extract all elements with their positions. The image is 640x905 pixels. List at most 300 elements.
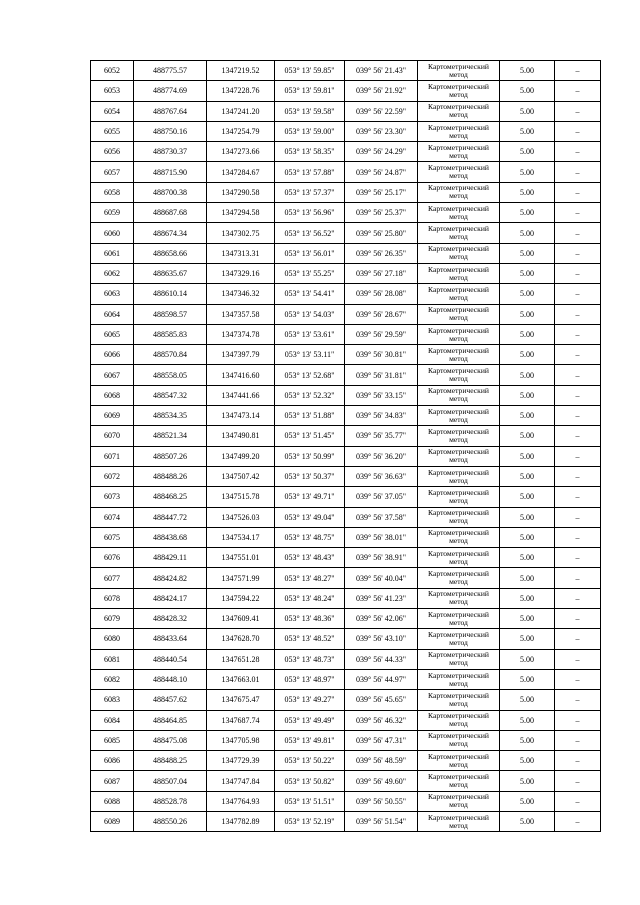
- longitude-cell: 039° 56' 43.10": [345, 629, 418, 649]
- x-coordinate-cell: 488775.57: [134, 61, 207, 81]
- longitude-cell: 039° 56' 29.59": [345, 324, 418, 344]
- precision-cell: 5.00: [500, 223, 555, 243]
- note-cell: –: [555, 345, 601, 365]
- method-cell: Картометрический метод: [418, 426, 500, 446]
- note-cell: –: [555, 507, 601, 527]
- point-number-cell: 6075: [91, 527, 134, 547]
- latitude-cell: 053° 13' 54.41": [275, 284, 345, 304]
- y-coordinate-cell: 1347473.14: [207, 406, 275, 426]
- point-number-cell: 6063: [91, 284, 134, 304]
- method-cell: Картометрический метод: [418, 669, 500, 689]
- coordinates-table-body: [91, 61, 601, 832]
- longitude-cell: 039° 56' 48.59": [345, 751, 418, 771]
- precision-cell: 5.00: [500, 243, 555, 263]
- table-row: [91, 487, 601, 507]
- point-number-cell: 6070: [91, 426, 134, 446]
- y-coordinate-cell: 1347571.99: [207, 568, 275, 588]
- table-row: [91, 142, 601, 162]
- y-coordinate-cell: 1347499.20: [207, 446, 275, 466]
- y-coordinate-cell: 1347675.47: [207, 690, 275, 710]
- y-coordinate-cell: 1347515.78: [207, 487, 275, 507]
- method-cell: Картометрический метод: [418, 771, 500, 791]
- longitude-cell: 039° 56' 42.06": [345, 609, 418, 629]
- longitude-cell: 039° 56' 28.08": [345, 284, 418, 304]
- y-coordinate-cell: 1347357.58: [207, 304, 275, 324]
- latitude-cell: 053° 13' 52.32": [275, 385, 345, 405]
- x-coordinate-cell: 488468.25: [134, 487, 207, 507]
- latitude-cell: 053° 13' 48.75": [275, 527, 345, 547]
- table-row: [91, 406, 601, 426]
- point-number-cell: 6052: [91, 61, 134, 81]
- x-coordinate-cell: 488424.82: [134, 568, 207, 588]
- longitude-cell: 039° 56' 28.67": [345, 304, 418, 324]
- precision-cell: 5.00: [500, 811, 555, 831]
- precision-cell: 5.00: [500, 507, 555, 527]
- precision-cell: 5.00: [500, 385, 555, 405]
- note-cell: –: [555, 710, 601, 730]
- precision-cell: 5.00: [500, 426, 555, 446]
- x-coordinate-cell: 488464.85: [134, 710, 207, 730]
- x-coordinate-cell: 488428.32: [134, 609, 207, 629]
- method-cell: Картометрический метод: [418, 629, 500, 649]
- table-row: [91, 162, 601, 182]
- note-cell: –: [555, 61, 601, 81]
- method-cell: Картометрический метод: [418, 527, 500, 547]
- precision-cell: 5.00: [500, 487, 555, 507]
- precision-cell: 5.00: [500, 629, 555, 649]
- y-coordinate-cell: 1347273.66: [207, 142, 275, 162]
- method-cell: Картометрический метод: [418, 649, 500, 669]
- method-cell: Картометрический метод: [418, 81, 500, 101]
- latitude-cell: 053° 13' 49.27": [275, 690, 345, 710]
- point-number-cell: 6072: [91, 466, 134, 486]
- y-coordinate-cell: 1347705.98: [207, 730, 275, 750]
- x-coordinate-cell: 488433.64: [134, 629, 207, 649]
- point-number-cell: 6088: [91, 791, 134, 811]
- y-coordinate-cell: 1347490.81: [207, 426, 275, 446]
- method-cell: Картометрический метод: [418, 710, 500, 730]
- precision-cell: 5.00: [500, 345, 555, 365]
- longitude-cell: 039° 56' 44.97": [345, 669, 418, 689]
- point-number-cell: 6057: [91, 162, 134, 182]
- method-cell: Картометрический метод: [418, 101, 500, 121]
- precision-cell: 5.00: [500, 568, 555, 588]
- latitude-cell: 053° 13' 49.04": [275, 507, 345, 527]
- table-row: [91, 629, 601, 649]
- y-coordinate-cell: 1347313.31: [207, 243, 275, 263]
- note-cell: –: [555, 304, 601, 324]
- point-number-cell: 6065: [91, 324, 134, 344]
- x-coordinate-cell: 488521.34: [134, 426, 207, 446]
- note-cell: –: [555, 771, 601, 791]
- longitude-cell: 039° 56' 24.87": [345, 162, 418, 182]
- y-coordinate-cell: 1347594.22: [207, 588, 275, 608]
- point-number-cell: 6055: [91, 121, 134, 141]
- latitude-cell: 053° 13' 48.24": [275, 588, 345, 608]
- y-coordinate-cell: 1347782.89: [207, 811, 275, 831]
- table-row: [91, 426, 601, 446]
- table-row: [91, 791, 601, 811]
- point-number-cell: 6080: [91, 629, 134, 649]
- point-number-cell: 6062: [91, 263, 134, 283]
- latitude-cell: 053° 13' 57.88": [275, 162, 345, 182]
- method-cell: Картометрический метод: [418, 162, 500, 182]
- table-row: [91, 243, 601, 263]
- method-cell: Картометрический метод: [418, 446, 500, 466]
- note-cell: –: [555, 203, 601, 223]
- y-coordinate-cell: 1347241.20: [207, 101, 275, 121]
- point-number-cell: 6083: [91, 690, 134, 710]
- longitude-cell: 039° 56' 41.23": [345, 588, 418, 608]
- x-coordinate-cell: 488687.68: [134, 203, 207, 223]
- x-coordinate-cell: 488448.10: [134, 669, 207, 689]
- note-cell: –: [555, 791, 601, 811]
- y-coordinate-cell: 1347294.58: [207, 203, 275, 223]
- table-row: [91, 385, 601, 405]
- table-row: [91, 324, 601, 344]
- method-cell: Картометрический метод: [418, 324, 500, 344]
- method-cell: Картометрический метод: [418, 142, 500, 162]
- table-row: [91, 203, 601, 223]
- table-row: [91, 466, 601, 486]
- table-row: [91, 223, 601, 243]
- precision-cell: 5.00: [500, 263, 555, 283]
- y-coordinate-cell: 1347416.60: [207, 365, 275, 385]
- x-coordinate-cell: 488658.66: [134, 243, 207, 263]
- point-number-cell: 6054: [91, 101, 134, 121]
- x-coordinate-cell: 488429.11: [134, 548, 207, 568]
- precision-cell: 5.00: [500, 588, 555, 608]
- note-cell: –: [555, 142, 601, 162]
- note-cell: –: [555, 284, 601, 304]
- y-coordinate-cell: 1347346.32: [207, 284, 275, 304]
- point-number-cell: 6060: [91, 223, 134, 243]
- x-coordinate-cell: 488767.64: [134, 101, 207, 121]
- precision-cell: 5.00: [500, 446, 555, 466]
- note-cell: –: [555, 588, 601, 608]
- table-row: [91, 182, 601, 202]
- precision-cell: 5.00: [500, 669, 555, 689]
- latitude-cell: 053° 13' 59.81": [275, 81, 345, 101]
- table-row: [91, 121, 601, 141]
- latitude-cell: 053° 13' 48.27": [275, 568, 345, 588]
- precision-cell: 5.00: [500, 304, 555, 324]
- note-cell: –: [555, 466, 601, 486]
- longitude-cell: 039° 56' 34.83": [345, 406, 418, 426]
- y-coordinate-cell: 1347302.75: [207, 223, 275, 243]
- longitude-cell: 039° 56' 49.60": [345, 771, 418, 791]
- y-coordinate-cell: 1347374.78: [207, 324, 275, 344]
- latitude-cell: 053° 13' 52.68": [275, 365, 345, 385]
- longitude-cell: 039° 56' 35.77": [345, 426, 418, 446]
- precision-cell: 5.00: [500, 365, 555, 385]
- longitude-cell: 039° 56' 21.43": [345, 61, 418, 81]
- precision-cell: 5.00: [500, 466, 555, 486]
- longitude-cell: 039° 56' 21.92": [345, 81, 418, 101]
- point-number-cell: 6089: [91, 811, 134, 831]
- table-row: [91, 771, 601, 791]
- method-cell: Картометрический метод: [418, 507, 500, 527]
- latitude-cell: 053° 13' 48.43": [275, 548, 345, 568]
- x-coordinate-cell: 488534.35: [134, 406, 207, 426]
- latitude-cell: 053° 13' 56.01": [275, 243, 345, 263]
- method-cell: Картометрический метод: [418, 487, 500, 507]
- longitude-cell: 039° 56' 47.31": [345, 730, 418, 750]
- method-cell: Картометрический метод: [418, 548, 500, 568]
- point-number-cell: 6078: [91, 588, 134, 608]
- longitude-cell: 039° 56' 45.65": [345, 690, 418, 710]
- point-number-cell: 6064: [91, 304, 134, 324]
- table-row: [91, 669, 601, 689]
- latitude-cell: 053° 13' 57.37": [275, 182, 345, 202]
- x-coordinate-cell: 488488.26: [134, 466, 207, 486]
- longitude-cell: 039° 56' 38.91": [345, 548, 418, 568]
- table-row: [91, 284, 601, 304]
- y-coordinate-cell: 1347397.79: [207, 345, 275, 365]
- point-number-cell: 6059: [91, 203, 134, 223]
- table-row: [91, 649, 601, 669]
- latitude-cell: 053° 13' 48.52": [275, 629, 345, 649]
- precision-cell: 5.00: [500, 710, 555, 730]
- method-cell: Картометрический метод: [418, 345, 500, 365]
- latitude-cell: 053° 13' 59.00": [275, 121, 345, 141]
- latitude-cell: 053° 13' 56.96": [275, 203, 345, 223]
- y-coordinate-cell: 1347687.74: [207, 710, 275, 730]
- x-coordinate-cell: 488570.84: [134, 345, 207, 365]
- longitude-cell: 039° 56' 37.05": [345, 487, 418, 507]
- y-coordinate-cell: 1347663.01: [207, 669, 275, 689]
- note-cell: –: [555, 162, 601, 182]
- precision-cell: 5.00: [500, 609, 555, 629]
- precision-cell: 5.00: [500, 182, 555, 202]
- x-coordinate-cell: 488547.32: [134, 385, 207, 405]
- method-cell: Картометрический метод: [418, 263, 500, 283]
- method-cell: Картометрический метод: [418, 466, 500, 486]
- x-coordinate-cell: 488550.26: [134, 811, 207, 831]
- method-cell: Картометрический метод: [418, 751, 500, 771]
- precision-cell: 5.00: [500, 101, 555, 121]
- latitude-cell: 053° 13' 50.22": [275, 751, 345, 771]
- x-coordinate-cell: 488507.26: [134, 446, 207, 466]
- note-cell: –: [555, 121, 601, 141]
- note-cell: –: [555, 548, 601, 568]
- y-coordinate-cell: 1347729.39: [207, 751, 275, 771]
- precision-cell: 5.00: [500, 203, 555, 223]
- table-row: [91, 710, 601, 730]
- y-coordinate-cell: 1347329.16: [207, 263, 275, 283]
- latitude-cell: 053° 13' 50.37": [275, 466, 345, 486]
- note-cell: –: [555, 324, 601, 344]
- point-number-cell: 6068: [91, 385, 134, 405]
- table-row: [91, 446, 601, 466]
- y-coordinate-cell: 1347764.93: [207, 791, 275, 811]
- point-number-cell: 6081: [91, 649, 134, 669]
- longitude-cell: 039° 56' 36.63": [345, 466, 418, 486]
- x-coordinate-cell: 488447.72: [134, 507, 207, 527]
- longitude-cell: 039° 56' 25.80": [345, 223, 418, 243]
- longitude-cell: 039° 56' 25.37": [345, 203, 418, 223]
- latitude-cell: 053° 13' 55.25": [275, 263, 345, 283]
- method-cell: Картометрический метод: [418, 811, 500, 831]
- precision-cell: 5.00: [500, 527, 555, 547]
- note-cell: –: [555, 751, 601, 771]
- x-coordinate-cell: 488700.38: [134, 182, 207, 202]
- y-coordinate-cell: 1347551.01: [207, 548, 275, 568]
- x-coordinate-cell: 488750.16: [134, 121, 207, 141]
- note-cell: –: [555, 365, 601, 385]
- precision-cell: 5.00: [500, 649, 555, 669]
- note-cell: –: [555, 446, 601, 466]
- y-coordinate-cell: 1347651.28: [207, 649, 275, 669]
- note-cell: –: [555, 649, 601, 669]
- table-row: [91, 609, 601, 629]
- longitude-cell: 039° 56' 24.29": [345, 142, 418, 162]
- longitude-cell: 039° 56' 27.18": [345, 263, 418, 283]
- table-row: [91, 690, 601, 710]
- point-number-cell: 6058: [91, 182, 134, 202]
- note-cell: –: [555, 243, 601, 263]
- y-coordinate-cell: 1347747.84: [207, 771, 275, 791]
- x-coordinate-cell: 488558.05: [134, 365, 207, 385]
- latitude-cell: 053° 13' 53.11": [275, 345, 345, 365]
- point-number-cell: 6084: [91, 710, 134, 730]
- point-number-cell: 6077: [91, 568, 134, 588]
- table-row: [91, 81, 601, 101]
- y-coordinate-cell: 1347534.17: [207, 527, 275, 547]
- point-number-cell: 6056: [91, 142, 134, 162]
- method-cell: Картометрический метод: [418, 61, 500, 81]
- note-cell: –: [555, 629, 601, 649]
- note-cell: –: [555, 609, 601, 629]
- y-coordinate-cell: 1347290.58: [207, 182, 275, 202]
- note-cell: –: [555, 730, 601, 750]
- latitude-cell: 053° 13' 51.88": [275, 406, 345, 426]
- x-coordinate-cell: 488440.54: [134, 649, 207, 669]
- precision-cell: 5.00: [500, 61, 555, 81]
- note-cell: –: [555, 568, 601, 588]
- x-coordinate-cell: 488674.34: [134, 223, 207, 243]
- note-cell: –: [555, 385, 601, 405]
- x-coordinate-cell: 488507.04: [134, 771, 207, 791]
- method-cell: Картометрический метод: [418, 203, 500, 223]
- note-cell: –: [555, 263, 601, 283]
- y-coordinate-cell: 1347219.52: [207, 61, 275, 81]
- latitude-cell: 053° 13' 48.73": [275, 649, 345, 669]
- latitude-cell: 053° 13' 59.85": [275, 61, 345, 81]
- precision-cell: 5.00: [500, 142, 555, 162]
- point-number-cell: 6061: [91, 243, 134, 263]
- note-cell: –: [555, 406, 601, 426]
- point-number-cell: 6071: [91, 446, 134, 466]
- longitude-cell: 039° 56' 37.58": [345, 507, 418, 527]
- x-coordinate-cell: 488635.67: [134, 263, 207, 283]
- precision-cell: 5.00: [500, 324, 555, 344]
- point-number-cell: 6074: [91, 507, 134, 527]
- table-row: [91, 304, 601, 324]
- method-cell: Картометрический метод: [418, 406, 500, 426]
- x-coordinate-cell: 488475.08: [134, 730, 207, 750]
- table-row: [91, 751, 601, 771]
- x-coordinate-cell: 488438.68: [134, 527, 207, 547]
- longitude-cell: 039° 56' 46.32": [345, 710, 418, 730]
- precision-cell: 5.00: [500, 81, 555, 101]
- longitude-cell: 039° 56' 31.81": [345, 365, 418, 385]
- y-coordinate-cell: 1347609.41: [207, 609, 275, 629]
- y-coordinate-cell: 1347628.70: [207, 629, 275, 649]
- precision-cell: 5.00: [500, 771, 555, 791]
- note-cell: –: [555, 811, 601, 831]
- method-cell: Картометрический метод: [418, 304, 500, 324]
- x-coordinate-cell: 488598.57: [134, 304, 207, 324]
- y-coordinate-cell: 1347254.79: [207, 121, 275, 141]
- method-cell: Картометрический метод: [418, 182, 500, 202]
- method-cell: Картометрический метод: [418, 730, 500, 750]
- table-row: [91, 527, 601, 547]
- longitude-cell: 039° 56' 50.55": [345, 791, 418, 811]
- point-number-cell: 6082: [91, 669, 134, 689]
- method-cell: Картометрический метод: [418, 121, 500, 141]
- table-row: [91, 568, 601, 588]
- method-cell: Картометрический метод: [418, 609, 500, 629]
- longitude-cell: 039° 56' 30.81": [345, 345, 418, 365]
- table-row: [91, 365, 601, 385]
- longitude-cell: 039° 56' 38.01": [345, 527, 418, 547]
- latitude-cell: 053° 13' 48.97": [275, 669, 345, 689]
- longitude-cell: 039° 56' 26.35": [345, 243, 418, 263]
- note-cell: –: [555, 182, 601, 202]
- method-cell: Картометрический метод: [418, 385, 500, 405]
- longitude-cell: 039° 56' 44.33": [345, 649, 418, 669]
- table-row: [91, 811, 601, 831]
- latitude-cell: 053° 13' 50.82": [275, 771, 345, 791]
- latitude-cell: 053° 13' 54.03": [275, 304, 345, 324]
- x-coordinate-cell: 488585.83: [134, 324, 207, 344]
- latitude-cell: 053° 13' 53.61": [275, 324, 345, 344]
- table-row: [91, 101, 601, 121]
- y-coordinate-cell: 1347284.67: [207, 162, 275, 182]
- x-coordinate-cell: 488488.25: [134, 751, 207, 771]
- table-row: [91, 730, 601, 750]
- point-number-cell: 6069: [91, 406, 134, 426]
- precision-cell: 5.00: [500, 284, 555, 304]
- x-coordinate-cell: 488730.37: [134, 142, 207, 162]
- latitude-cell: 053° 13' 51.51": [275, 791, 345, 811]
- longitude-cell: 039° 56' 33.15": [345, 385, 418, 405]
- point-number-cell: 6067: [91, 365, 134, 385]
- method-cell: Картометрический метод: [418, 243, 500, 263]
- table-row: [91, 548, 601, 568]
- x-coordinate-cell: 488715.90: [134, 162, 207, 182]
- point-number-cell: 6073: [91, 487, 134, 507]
- coordinates-table: [90, 60, 601, 832]
- method-cell: Картометрический метод: [418, 791, 500, 811]
- point-number-cell: 6079: [91, 609, 134, 629]
- note-cell: –: [555, 527, 601, 547]
- latitude-cell: 053° 13' 56.52": [275, 223, 345, 243]
- note-cell: –: [555, 101, 601, 121]
- table-row: [91, 507, 601, 527]
- precision-cell: 5.00: [500, 162, 555, 182]
- point-number-cell: 6085: [91, 730, 134, 750]
- latitude-cell: 053° 13' 58.35": [275, 142, 345, 162]
- precision-cell: 5.00: [500, 730, 555, 750]
- note-cell: –: [555, 223, 601, 243]
- latitude-cell: 053° 13' 49.49": [275, 710, 345, 730]
- precision-cell: 5.00: [500, 406, 555, 426]
- y-coordinate-cell: 1347526.03: [207, 507, 275, 527]
- table-row: [91, 61, 601, 81]
- note-cell: –: [555, 81, 601, 101]
